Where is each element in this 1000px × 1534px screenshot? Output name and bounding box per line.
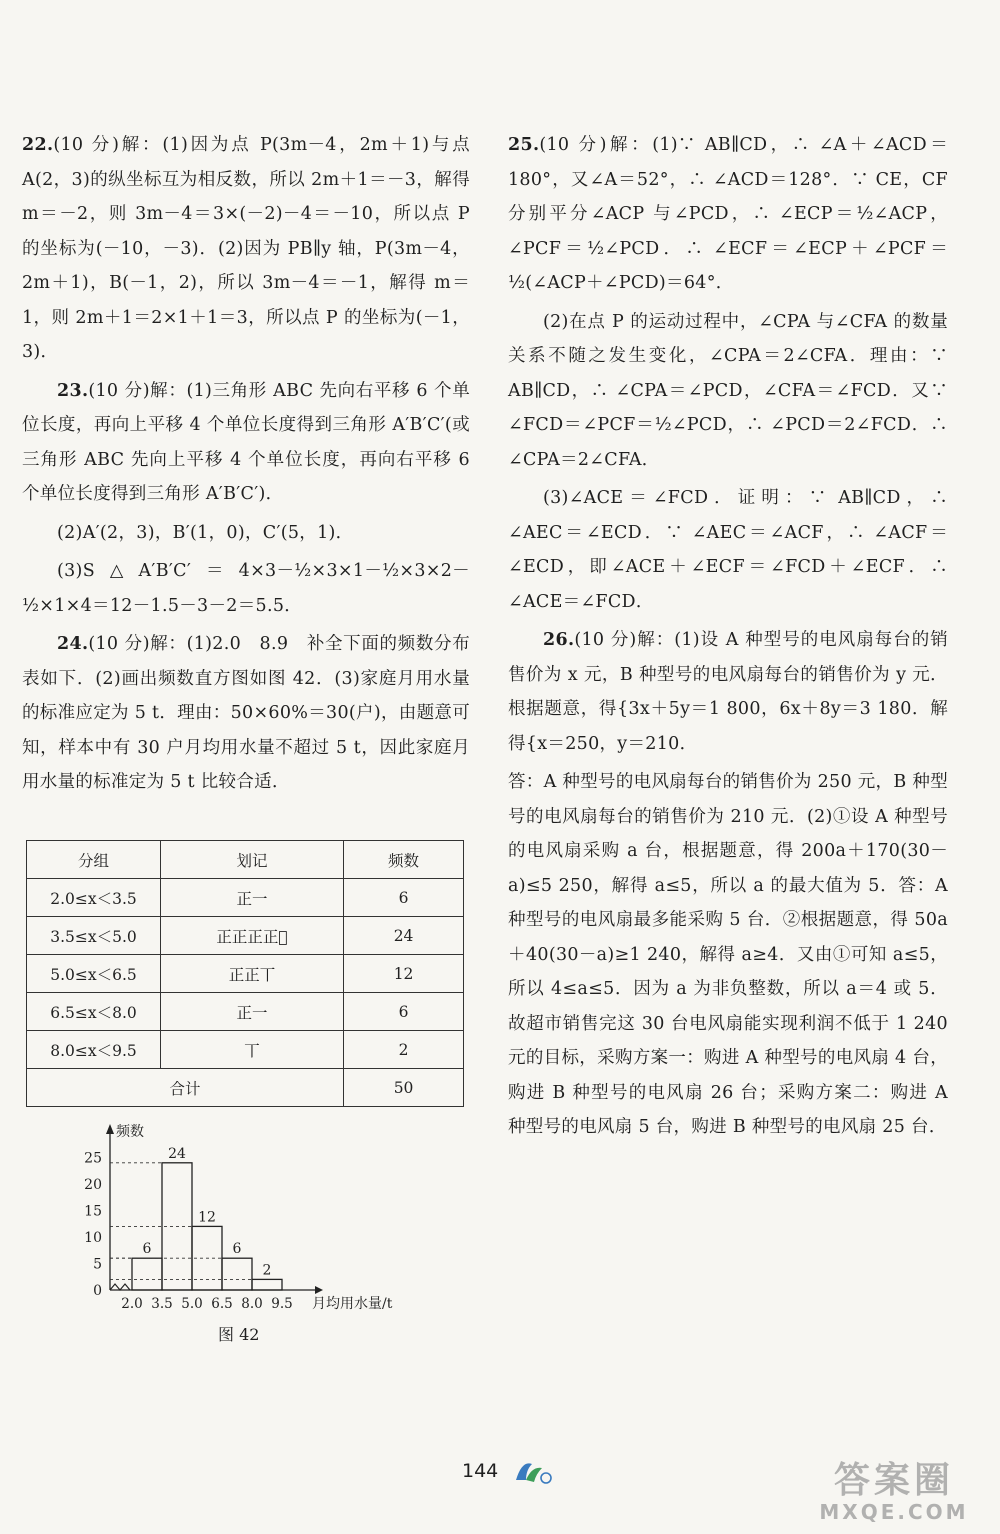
question-25-part3: (3)∠ACE＝∠FCD．证明：∵ AB∥CD，∴ ∠AEC＝∠ECD．∵ ∠AEC＝∠ACF，∴ ∠ACF＝∠ECD，即∠ACE＋∠ECF＝∠FCD＋∠ECF．∴ ∠ACE＝∠FCD． [508,488,948,612]
table-cell-tally: 丅 [161,1031,344,1069]
y-tick-label: 0 [93,1283,102,1299]
site-watermark [800,1462,988,1528]
frequency-table [26,840,464,1107]
figure-caption: 图 42 [218,1325,260,1344]
frequency-histogram [70,1120,430,1320]
table-row [27,955,464,993]
question-23-part2: (2)A′(2，3)，B′(1，0)，C′(5，1)． [57,522,354,543]
question-26-number: 26. [543,630,575,650]
table-cell-tally: 正一 [161,879,344,917]
table-cell-group: 8.0≤x＜9.5 [27,1031,161,1069]
table-cell-group: 3.5≤x＜5.0 [27,917,161,955]
question-25 [508,128,948,301]
table-cell-tally: 正一 [161,993,344,1031]
x-tick-label: 3.5 [151,1296,173,1312]
table-header-tally: 划记 [161,841,344,879]
question-22-number: 22. [22,135,54,155]
y-axis-arrow [106,1124,114,1134]
histogram-bar [252,1279,282,1290]
question-25-number: 25. [508,135,540,155]
page-number: 144 [462,1460,499,1482]
table-cell-frequency: 24 [344,917,464,955]
table-row [27,1031,464,1069]
bar-value-label: 24 [168,1145,186,1162]
x-tick-label: 2.0 [121,1296,143,1312]
question-26 [508,623,948,761]
table-cell-frequency: 6 [344,879,464,917]
table-total-label: 合计 [27,1069,344,1107]
watermark-url: MXQE.COM [819,1500,969,1524]
table-row [27,993,464,1031]
right-column [508,128,948,1145]
y-axis-label: 频数 [116,1124,144,1140]
y-tick-label: 20 [84,1177,102,1193]
y-tick-label: 10 [84,1230,102,1246]
x-tick-label: 8.0 [241,1296,263,1312]
table-total-value: 50 [344,1069,464,1107]
bar-value-label: 12 [198,1209,216,1226]
question-22 [22,128,470,370]
question-24 [22,627,470,800]
question-23-part1: (10 分)解：(1)三角形 ABC 先向右平移 6 个单位长度，再向上平移 4 个单位长度得到三角形 A′B′C′(或三角形 ABC 先向上平移 4 个单位长度，再向右平移 6 个单位长度得到三角形 A′B′C′)． [22,380,470,504]
y-tick-label: 15 [84,1203,102,1220]
histogram-bar [222,1258,252,1290]
bar-value-label: 2 [262,1262,272,1279]
x-tick-label: 5.0 [181,1296,203,1312]
question-26-part2: 答：A 种型号的电风扇每台的销售价为 250 元，B 种型号的电风扇每台的销售价为 210 元．(2)①设 A 种型号的电风扇采购 a 台，根据题意，得 200a＋170(30－a)≤5 250，解得 a≤5，所以 a 的最大值为 5．答：A 种型号的电风扇最多能采购 5 台．②根据题意，得 50a＋40(30－a)≥1 240，解得 a≥4．又由①可知 a≤5，所以 4≤a≤5．因为 a 为非负整数，所以 a＝4 或 5．故超市销售完这 30 台电风扇能实现利润不低于 1 240 元的目标，采购方案一：购进 A 种型号的电风扇 4 台，购进 B 种型号的电风扇 26 台；采购方案二：购进 A 种型号的电风扇 5 台，购进 B 种型号的电风扇 25 台． [508,772,948,1137]
table-header-group: 分组 [27,841,161,879]
question-25-part2: (2)在点 P 的运动过程中，∠CPA 与∠CFA 的数量关系不随之发生变化，∠CPA＝2∠CFA．理由：∵ AB∥CD，∴ ∠CPA＝∠PCD，∠CFA＝∠FCD．又∵ ∠FCD＝∠PCF＝½∠PCD，∴ ∠PCD＝2∠FCD．∴ ∠CPA＝2∠CFA． [508,311,948,470]
question-23-number: 23. [57,380,89,401]
bar-value-label: 6 [142,1241,152,1258]
table-row [27,917,464,955]
question-22-text: (10 分)解：(1)因为点 P(3m－4，2m＋1)与点 A(2，3)的纵坐标互为相反数，所以 2m＋1＝－3，解得 m＝－2，则 3m－4＝3×(－2)－4＝－10，所以点 P 的坐标为(－10，－3)．(2)因为 PB∥y 轴，P(3m－4，2m＋1)，B(－1，2)，所以 3m－4＝－1，解得 m＝1，则 2m＋1＝2×1＋1＝3，所以点 P 的坐标为(－1，3)． [22,135,470,362]
question-24-text: (10 分)解：(1)2.0 8.9 补全下面的频数分布表如下．(2)画出频数直方图如图 42．(3)家庭月用水量的标准应定为 5 t．理由：50×60%＝30(户)，由题意可知，样本中有 30 户月均用水量不超过 5 t，因此家庭月用水量的标准定为 5 t 比较合适． [22,634,470,792]
table-cell-frequency: 2 [344,1031,464,1069]
x-tick-label: 9.5 [271,1296,293,1312]
table-cell-tally: 正正正正𠀆 [161,917,344,955]
histogram-bar [132,1258,162,1290]
watermark-title: 答案圈 [833,1460,954,1501]
question-23 [22,374,470,512]
table-cell-group: 6.5≤x＜8.0 [27,993,161,1031]
x-tick-label: 6.5 [211,1296,233,1312]
table-cell-frequency: 6 [344,993,464,1031]
left-column [22,128,470,800]
bar-value-label: 6 [232,1241,242,1258]
table-cell-frequency: 12 [344,955,464,993]
table-cell-tally: 正正丅 [161,955,344,993]
question-23-part3: (3)S△A′B′C′＝4×3－½×3×1－½×3×2－½×1×4＝12－1.5－3－2＝5.5． [22,561,470,616]
x-axis-label: 月均用水量/t [312,1296,393,1312]
table-total-row [27,1069,464,1107]
y-tick-label: 25 [84,1150,102,1167]
table-cell-group: 5.0≤x＜6.5 [27,955,161,993]
table-row [27,879,464,917]
x-axis-arrow [315,1286,323,1294]
question-25-part1: (10 分)解：(1)∵ AB∥CD，∴ ∠A＋∠ACD＝180°，又∠A＝52°，∴ ∠ACD＝128°．∵ CE，CF 分别平分∠ACP 与∠PCD，∴ ∠ECP＝½∠ACP，∠PCF＝½∠PCD．∴ ∠ECF＝∠ECP＋∠PCF＝½(∠ACP＋∠PCD)＝64°． [508,135,948,293]
question-24-number: 24. [57,634,89,654]
table-header-row [27,841,464,879]
axis-break-mark [110,1284,130,1290]
publisher-logo-icon [512,1456,556,1486]
table-header-frequency: 频数 [344,841,464,879]
question-26-part1: (10 分)解：(1)设 A 种型号的电风扇每台的销售价为 x 元，B 种型号的电风扇每台的销售价为 y 元．根据题意，得{3x＋5y＝1 800，6x＋8y＝3 180．解得{x＝250，y＝210． [508,630,948,754]
y-tick-label: 5 [93,1256,102,1273]
table-cell-group: 2.0≤x＜3.5 [27,879,161,917]
